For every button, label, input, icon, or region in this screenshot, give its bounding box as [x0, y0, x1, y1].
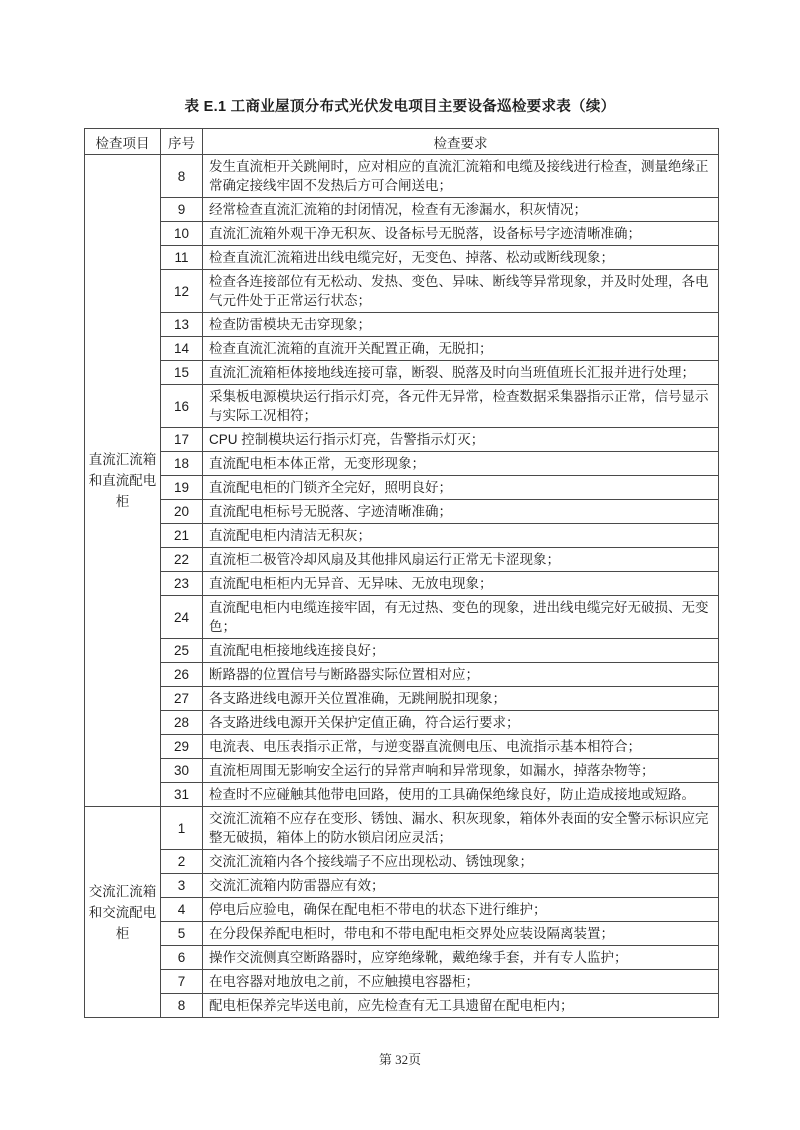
requirement-text: CPU 控制模块运行指示灯亮，告警指示灯灭； [203, 428, 719, 452]
row-sequence-number: 18 [161, 452, 203, 476]
requirement-text: 直流配电柜的门锁齐全完好，照明良好； [203, 476, 719, 500]
requirement-text: 直流柜二极管冷却风扇及其他排风扇运行正常无卡涩现象； [203, 548, 719, 572]
row-sequence-number: 26 [161, 663, 203, 687]
requirement-text: 直流配电柜标号无脱落、字迹清晰准确； [203, 500, 719, 524]
requirement-text: 配电柜保养完毕送电前，应先检查有无工具遗留在配电柜内； [203, 994, 719, 1018]
table-row [85, 428, 719, 452]
table-row [85, 313, 719, 337]
table-row [85, 476, 719, 500]
table-row [85, 898, 719, 922]
table-row [85, 850, 719, 874]
table-row [85, 270, 719, 313]
header-inspection-item: 检查项目 [85, 129, 161, 155]
requirement-text: 检查直流汇流箱进出线电缆完好，无变色、掉落、松动或断线现象； [203, 246, 719, 270]
table-row [85, 946, 719, 970]
table-row [85, 596, 719, 639]
row-sequence-number: 19 [161, 476, 203, 500]
requirement-text: 交流汇流箱内各个接线端子不应出现松动、锈蚀现象； [203, 850, 719, 874]
page-number: 第 32页 [378, 1052, 422, 1067]
table-row [85, 337, 719, 361]
row-sequence-number: 16 [161, 385, 203, 428]
table-row [85, 711, 719, 735]
requirement-text: 交流汇流箱内防雷器应有效； [203, 874, 719, 898]
table-row [85, 994, 719, 1018]
table-row [85, 663, 719, 687]
row-sequence-number: 3 [161, 874, 203, 898]
table-row [85, 687, 719, 711]
requirement-text: 检查时不应碰触其他带电回路，使用的工具确保绝缘良好，防止造成接地或短路。 [203, 783, 719, 807]
row-sequence-number: 17 [161, 428, 203, 452]
table-row [85, 452, 719, 476]
table-row [85, 807, 719, 850]
row-sequence-number: 22 [161, 548, 203, 572]
row-sequence-number: 8 [161, 994, 203, 1018]
requirement-text: 停电后应验电，确保在配电柜不带电的状态下进行维护； [203, 898, 719, 922]
inspection-requirements-table [84, 128, 719, 1018]
requirement-text: 操作交流侧真空断路器时，应穿绝缘靴，戴绝缘手套，并有专人监护； [203, 946, 719, 970]
category-cell: 交流汇流箱和交流配电柜 [85, 807, 161, 1018]
row-sequence-number: 29 [161, 735, 203, 759]
table-row [85, 572, 719, 596]
table-row [85, 385, 719, 428]
requirement-text: 在分段保养配电柜时，带电和不带电配电柜交界处应装设隔离装置； [203, 922, 719, 946]
row-sequence-number: 12 [161, 270, 203, 313]
header-sequence-number: 序号 [161, 129, 203, 155]
row-sequence-number: 20 [161, 500, 203, 524]
requirement-text: 检查直流汇流箱的直流开关配置正确，无脱扣； [203, 337, 719, 361]
row-sequence-number: 5 [161, 922, 203, 946]
table-row [85, 735, 719, 759]
table-row [85, 970, 719, 994]
row-sequence-number: 1 [161, 807, 203, 850]
table-row [85, 246, 719, 270]
table-row [85, 759, 719, 783]
requirement-text: 检查防雷模块无击穿现象； [203, 313, 719, 337]
row-sequence-number: 30 [161, 759, 203, 783]
requirement-text: 采集板电源模块运行指示灯亮，各元件无异常，检查数据采集器指示正常，信号显示与实际工况相符； [203, 385, 719, 428]
page-title: 表 E.1 工商业屋顶分布式光伏发电项目主要设备巡检要求表（续） [184, 99, 616, 115]
row-sequence-number: 25 [161, 639, 203, 663]
row-sequence-number: 8 [161, 155, 203, 198]
requirement-text: 直流汇流箱外观干净无积灰、设备标号无脱落，设备标号字迹清晰准确； [203, 222, 719, 246]
header-inspection-requirement: 检查要求 [203, 129, 719, 155]
table-row [85, 361, 719, 385]
requirement-text: 电流表、电压表指示正常，与逆变器直流侧电压、电流指示基本相符合； [203, 735, 719, 759]
table-row [85, 222, 719, 246]
row-sequence-number: 2 [161, 850, 203, 874]
table-row [85, 524, 719, 548]
requirement-text: 经常检查直流汇流箱的封闭情况，检查有无渗漏水，积灰情况； [203, 198, 719, 222]
row-sequence-number: 27 [161, 687, 203, 711]
row-sequence-number: 11 [161, 246, 203, 270]
row-sequence-number: 31 [161, 783, 203, 807]
table-row [85, 155, 719, 198]
table-header-row [85, 129, 719, 155]
table-row [85, 783, 719, 807]
requirement-text: 断路器的位置信号与断路器实际位置相对应； [203, 663, 719, 687]
row-sequence-number: 15 [161, 361, 203, 385]
row-sequence-number: 4 [161, 898, 203, 922]
table-row [85, 922, 719, 946]
requirement-text: 各支路进线电源开关保护定值正确，符合运行要求； [203, 711, 719, 735]
requirement-text: 直流配电柜柜内无异音、无异味、无放电现象； [203, 572, 719, 596]
requirement-text: 交流汇流箱不应存在变形、锈蚀、漏水、积灰现象，箱体外表面的安全警示标识应完整无破损，箱体上的防水锁启闭应灵活； [203, 807, 719, 850]
row-sequence-number: 21 [161, 524, 203, 548]
row-sequence-number: 7 [161, 970, 203, 994]
table-row [85, 500, 719, 524]
row-sequence-number: 23 [161, 572, 203, 596]
table-row [85, 548, 719, 572]
requirement-text: 直流汇流箱柜体接地线连接可靠，断裂、脱落及时向当班值班长汇报并进行处理； [203, 361, 719, 385]
table-row [85, 198, 719, 222]
requirement-text: 检查各连接部位有无松动、发热、变色、异味、断线等异常现象，并及时处理，各电气元件处于正常运行状态； [203, 270, 719, 313]
requirement-text: 直流配电柜本体正常，无变形现象； [203, 452, 719, 476]
requirement-text: 发生直流柜开关跳闸时，应对相应的直流汇流箱和电缆及接线进行检查，测量绝缘正常确定接线牢固不发热后方可合闸送电； [203, 155, 719, 198]
table-row [85, 874, 719, 898]
requirement-text: 直流配电柜内清洁无积灰； [203, 524, 719, 548]
row-sequence-number: 24 [161, 596, 203, 639]
requirement-text: 在电容器对地放电之前，不应触摸电容器柜； [203, 970, 719, 994]
requirement-text: 直流柜周围无影响安全运行的异常声响和异常现象，如漏水，掉落杂物等； [203, 759, 719, 783]
requirement-text: 各支路进线电源开关位置准确，无跳闸脱扣现象； [203, 687, 719, 711]
requirement-text: 直流配电柜内电缆连接牢固，有无过热、变色的现象，进出线电缆完好无破损、无变色； [203, 596, 719, 639]
row-sequence-number: 9 [161, 198, 203, 222]
row-sequence-number: 28 [161, 711, 203, 735]
table-row [85, 639, 719, 663]
row-sequence-number: 14 [161, 337, 203, 361]
row-sequence-number: 10 [161, 222, 203, 246]
category-cell: 直流汇流箱和直流配电柜 [85, 155, 161, 807]
requirement-text: 直流配电柜接地线连接良好； [203, 639, 719, 663]
row-sequence-number: 6 [161, 946, 203, 970]
row-sequence-number: 13 [161, 313, 203, 337]
